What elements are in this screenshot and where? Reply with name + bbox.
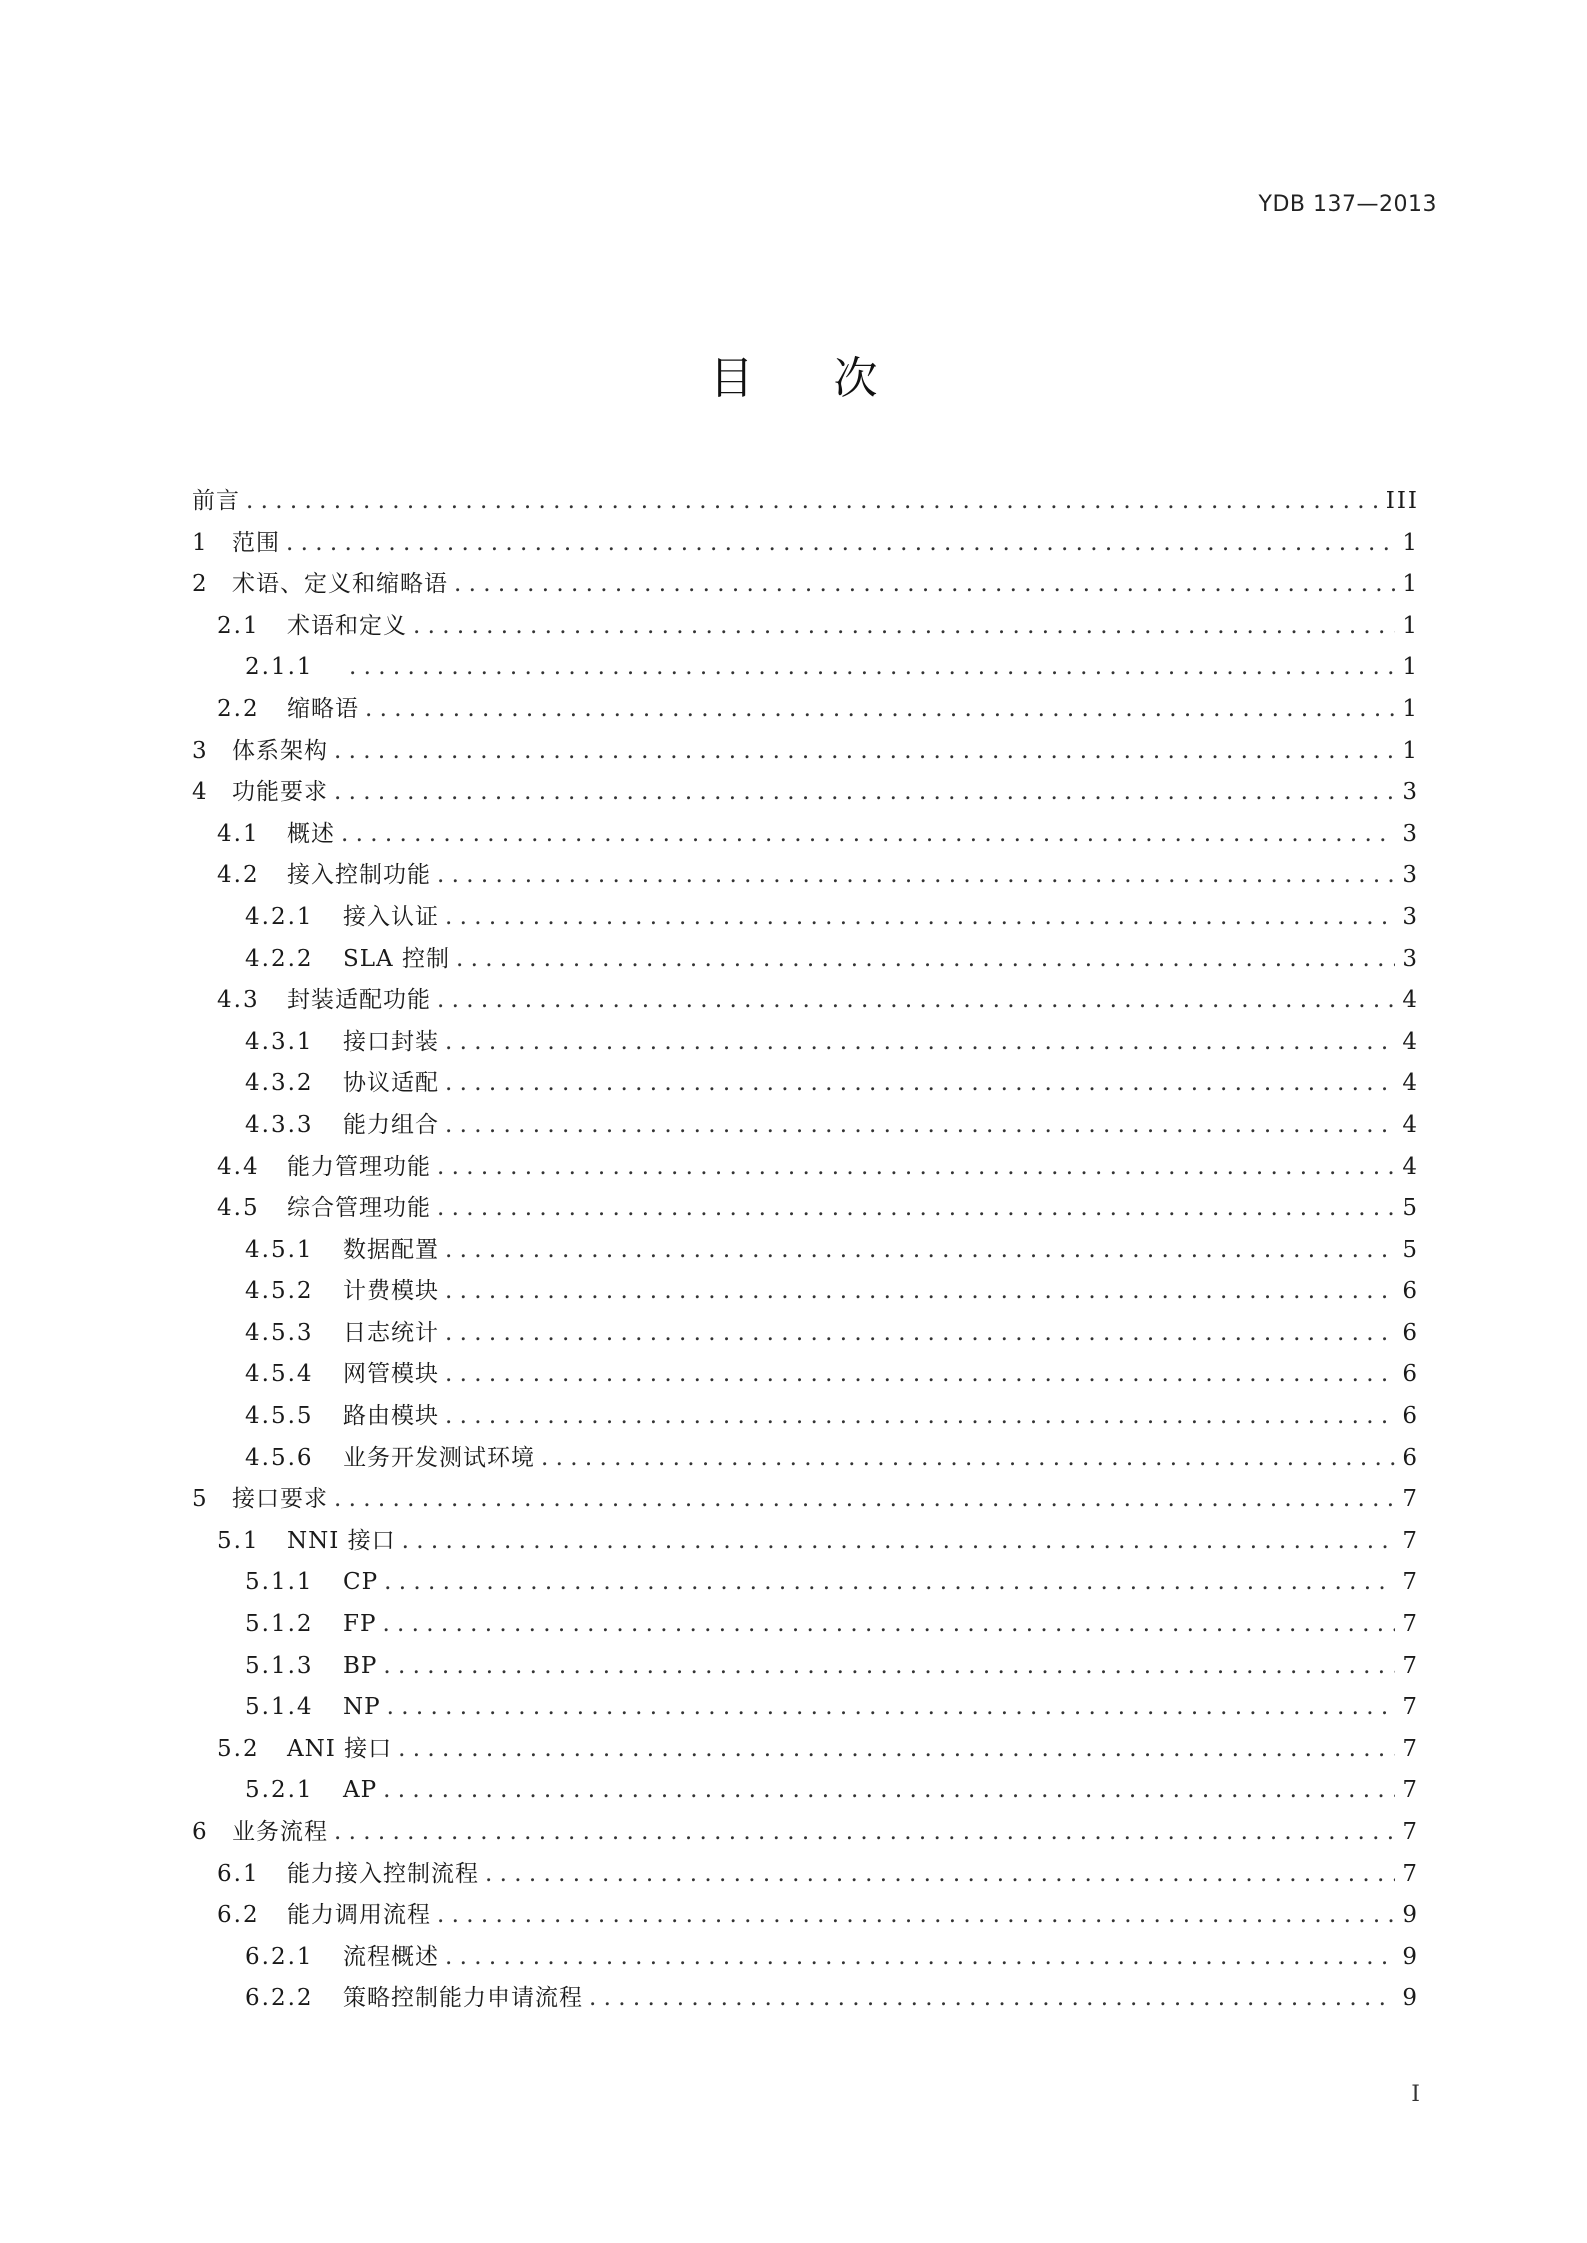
toc-entry-title: 接入认证 bbox=[343, 903, 439, 930]
toc-entry-page: 6 bbox=[1402, 1403, 1419, 1430]
toc-entry-page: 7 bbox=[1402, 1735, 1419, 1762]
toc-entry-number: 4.5.3 bbox=[245, 1319, 314, 1346]
toc-entry-number: 1 bbox=[192, 529, 209, 556]
toc-entry-title: 缩略语 bbox=[287, 695, 359, 722]
toc-entry-title: 范围 bbox=[232, 529, 280, 556]
toc-entry-number: 6.2.1 bbox=[245, 1943, 314, 1970]
toc-entry[interactable] bbox=[192, 1147, 1419, 1189]
toc-entry-page: 6 bbox=[1402, 1278, 1419, 1305]
toc-entry-title: 业务流程 bbox=[232, 1819, 328, 1845]
toc-entry[interactable] bbox=[192, 1604, 1419, 1646]
toc-entry-title: AP bbox=[343, 1777, 378, 1804]
toc-entry[interactable] bbox=[192, 980, 1419, 1022]
toc-entry-number: 4.5.6 bbox=[245, 1444, 314, 1471]
toc-dot-leader bbox=[437, 855, 1395, 897]
toc-entry[interactable] bbox=[192, 1978, 1419, 2020]
toc-entry-page: 6 bbox=[1402, 1361, 1419, 1388]
toc-entry-page: 1 bbox=[1402, 571, 1419, 598]
toc-entry-title: 能力组合 bbox=[343, 1111, 439, 1138]
toc-entry-page: 1 bbox=[1402, 612, 1419, 639]
toc-entry-number: 4.3 bbox=[217, 987, 260, 1014]
toc-entry-number: 6.2.2 bbox=[245, 1985, 314, 2012]
toc-dot-leader bbox=[334, 772, 1395, 814]
toc-entry-number: 2.2 bbox=[217, 695, 260, 722]
toc-entry-page: 7 bbox=[1402, 1694, 1419, 1721]
toc-dot-leader bbox=[437, 980, 1395, 1022]
toc-dot-leader bbox=[445, 1063, 1395, 1105]
toc-dot-leader bbox=[456, 939, 1395, 981]
toc-entry[interactable] bbox=[192, 772, 1419, 814]
toc-entry-title: SLA 控制 bbox=[343, 945, 450, 972]
toc-entry[interactable] bbox=[192, 855, 1419, 897]
toc-entry-number: 5.2.1 bbox=[245, 1777, 314, 1804]
toc-entry-title: 功能要求 bbox=[232, 779, 328, 806]
toc-dot-leader bbox=[334, 1812, 1395, 1854]
toc-entry-number: 4.5.5 bbox=[245, 1403, 314, 1430]
toc-dot-leader bbox=[286, 523, 1395, 565]
toc-entry[interactable] bbox=[192, 1562, 1419, 1604]
toc-entry-page: 4 bbox=[1402, 1070, 1419, 1097]
toc-entry-page: 6 bbox=[1402, 1319, 1419, 1346]
toc-entry-title: NNI 接口 bbox=[287, 1527, 396, 1554]
toc-entry-title: 数据配置 bbox=[343, 1236, 439, 1263]
toc-entry-title: 接入控制功能 bbox=[287, 862, 431, 889]
toc-entry[interactable] bbox=[192, 1022, 1419, 1064]
toc-dot-leader bbox=[445, 897, 1395, 939]
toc-dot-leader bbox=[437, 1188, 1395, 1230]
toc-entry[interactable] bbox=[192, 1396, 1419, 1438]
toc-entry-number: 4.2 bbox=[217, 862, 260, 889]
toc-entry-title: NP bbox=[343, 1694, 381, 1721]
toc-entry-number: 6.1 bbox=[217, 1860, 260, 1887]
toc-entry-number: 4.3.2 bbox=[245, 1070, 314, 1097]
toc-entry-page: 7 bbox=[1402, 1777, 1419, 1804]
toc-entry-number: 4.5.1 bbox=[245, 1236, 314, 1263]
toc-entry-page: 3 bbox=[1402, 820, 1419, 847]
toc-entry-page: 9 bbox=[1402, 1943, 1419, 1970]
toc-entry[interactable] bbox=[192, 1687, 1419, 1729]
toc-entry[interactable] bbox=[192, 1646, 1419, 1688]
toc-entry-title: 封装适配功能 bbox=[287, 987, 431, 1014]
toc-dot-leader bbox=[445, 1313, 1395, 1355]
toc-entry[interactable] bbox=[192, 481, 1419, 523]
toc-dot-leader bbox=[445, 1022, 1395, 1064]
toc-entry[interactable] bbox=[192, 897, 1419, 939]
toc-entry-number: 4.4 bbox=[217, 1153, 260, 1180]
toc-entry-number: 4.2.2 bbox=[245, 945, 314, 972]
toc-entry[interactable] bbox=[192, 1230, 1419, 1272]
toc-entry[interactable] bbox=[192, 1729, 1419, 1771]
toc-dot-leader bbox=[445, 1354, 1395, 1396]
table-of-contents bbox=[192, 481, 1419, 2020]
toc-entry-title: 接口要求 bbox=[232, 1486, 328, 1513]
toc-entry[interactable] bbox=[192, 1188, 1419, 1230]
toc-entry-title: 综合管理功能 bbox=[287, 1195, 431, 1222]
toc-dot-leader bbox=[485, 1854, 1395, 1896]
toc-entry[interactable] bbox=[192, 1063, 1419, 1105]
toc-entry-number: 5.1.2 bbox=[245, 1611, 314, 1638]
toc-entry-number: 5.2 bbox=[217, 1735, 260, 1762]
toc-dot-leader bbox=[334, 1479, 1395, 1521]
toc-entry-page: 4 bbox=[1402, 1153, 1419, 1180]
toc-entry-title: 能力管理功能 bbox=[287, 1153, 431, 1180]
toc-entry-page: 5 bbox=[1402, 1195, 1419, 1222]
toc-entry-page: 7 bbox=[1402, 1527, 1419, 1554]
toc-dot-leader bbox=[402, 1521, 1395, 1563]
toc-dot-leader bbox=[445, 1271, 1395, 1313]
toc-entry-number: 5.1 bbox=[217, 1527, 260, 1554]
toc-entry-page: 7 bbox=[1402, 1819, 1419, 1845]
toc-entry-page: 1 bbox=[1402, 654, 1419, 681]
page-number: I bbox=[1411, 2082, 1420, 2107]
toc-entry[interactable] bbox=[192, 1105, 1419, 1147]
toc-dot-leader bbox=[387, 1687, 1395, 1729]
toc-entry-number: 4.2.1 bbox=[245, 903, 314, 930]
toc-entry-title: BP bbox=[343, 1652, 378, 1679]
document-code: YDB 137—2013 bbox=[1258, 192, 1437, 217]
toc-entry-title: 业务开发测试环境 bbox=[343, 1444, 535, 1471]
toc-entry-page: 1 bbox=[1402, 695, 1419, 722]
toc-entry-page: 3 bbox=[1402, 779, 1419, 806]
toc-entry-page: 9 bbox=[1402, 1902, 1419, 1929]
toc-entry-number: 6 bbox=[192, 1819, 209, 1845]
toc-entry-title: 计费模块 bbox=[343, 1278, 439, 1305]
toc-entry-number: 4.3.3 bbox=[245, 1111, 314, 1138]
toc-entry-number: 2.1 bbox=[217, 612, 260, 639]
toc-entry[interactable] bbox=[192, 1313, 1419, 1355]
toc-entry-number: 5 bbox=[192, 1486, 209, 1513]
toc-entry-number: 4.5.4 bbox=[245, 1361, 314, 1388]
toc-entry[interactable] bbox=[192, 523, 1419, 565]
toc-entry-title: 能力接入控制流程 bbox=[287, 1860, 479, 1887]
toc-entry-number: 4.5 bbox=[217, 1195, 260, 1222]
toc-entry-title: 体系架构 bbox=[232, 737, 328, 764]
toc-entry-number: 5.1.3 bbox=[245, 1652, 314, 1679]
toc-entry[interactable] bbox=[192, 1895, 1419, 1937]
toc-entry-number: 5.1.1 bbox=[245, 1569, 314, 1596]
toc-entry-number: 2 bbox=[192, 571, 209, 598]
toc-dot-leader bbox=[382, 1604, 1395, 1646]
toc-entry-number: 5.1.4 bbox=[245, 1694, 314, 1721]
toc-dot-leader bbox=[437, 1147, 1395, 1189]
toc-entry-title: ANI 接口 bbox=[287, 1735, 393, 1762]
toc-entry-page: 7 bbox=[1402, 1569, 1419, 1596]
toc-entry-number: 2.1.1 bbox=[245, 654, 314, 681]
toc-entry-page: 3 bbox=[1402, 945, 1419, 972]
toc-entry-page: 1 bbox=[1402, 529, 1419, 556]
toc-entry-title: 协议适配 bbox=[343, 1070, 439, 1097]
toc-entry-number: 4.3.1 bbox=[245, 1028, 314, 1055]
toc-dot-leader bbox=[413, 606, 1395, 648]
toc-dot-leader bbox=[246, 481, 1380, 523]
toc-entry[interactable] bbox=[192, 1479, 1419, 1521]
toc-entry-title: 概述 bbox=[287, 820, 335, 847]
toc-entry-page: 7 bbox=[1402, 1611, 1419, 1638]
toc-entry-page: 4 bbox=[1402, 987, 1419, 1014]
toc-entry[interactable] bbox=[192, 606, 1419, 648]
toc-entry[interactable] bbox=[192, 1521, 1419, 1563]
toc-dot-leader bbox=[341, 814, 1395, 856]
toc-dot-leader bbox=[445, 1937, 1395, 1979]
toc-entry-title: 术语、定义和缩略语 bbox=[232, 571, 448, 598]
toc-dot-leader bbox=[437, 1895, 1395, 1937]
toc-entry-page: 7 bbox=[1402, 1860, 1419, 1887]
toc-dot-leader bbox=[365, 689, 1395, 731]
toc-entry[interactable] bbox=[192, 564, 1419, 606]
toc-entry-page: 6 bbox=[1402, 1444, 1419, 1471]
toc-dot-leader bbox=[445, 1105, 1395, 1147]
toc-dot-leader bbox=[454, 564, 1395, 606]
toc-entry-title: 网管模块 bbox=[343, 1361, 439, 1388]
toc-dot-leader bbox=[445, 1396, 1395, 1438]
toc-dot-leader bbox=[383, 1646, 1395, 1688]
toc-entry-title: 能力调用流程 bbox=[287, 1902, 431, 1929]
toc-entry-page: 3 bbox=[1402, 903, 1419, 930]
toc-entry-title: 术语和定义 bbox=[287, 612, 407, 639]
page-title: 目次 bbox=[709, 353, 958, 404]
toc-entry-page: 4 bbox=[1402, 1028, 1419, 1055]
toc-entry[interactable] bbox=[192, 814, 1419, 856]
toc-entry-page: 7 bbox=[1402, 1652, 1419, 1679]
toc-dot-leader bbox=[589, 1978, 1395, 2020]
toc-dot-leader bbox=[384, 1562, 1395, 1604]
toc-entry-page: 5 bbox=[1402, 1236, 1419, 1263]
toc-entry[interactable] bbox=[192, 1438, 1419, 1480]
toc-entry-page: 4 bbox=[1402, 1111, 1419, 1138]
toc-entry-page: 9 bbox=[1402, 1985, 1419, 2012]
toc-entry[interactable] bbox=[192, 1354, 1419, 1396]
toc-dot-leader bbox=[398, 1729, 1395, 1771]
toc-entry-number: 6.2 bbox=[217, 1902, 260, 1929]
toc-entry-page: 3 bbox=[1402, 862, 1419, 889]
toc-entry[interactable] bbox=[192, 1770, 1419, 1812]
toc-dot-leader bbox=[541, 1438, 1395, 1480]
toc-entry[interactable] bbox=[192, 1854, 1419, 1896]
toc-entry-page: III bbox=[1385, 488, 1419, 514]
toc-dot-leader bbox=[445, 1230, 1395, 1272]
toc-entry-title: 流程概述 bbox=[343, 1943, 439, 1970]
toc-entry-title: CP bbox=[343, 1569, 379, 1596]
toc-entry-number: 3 bbox=[192, 737, 209, 764]
toc-entry[interactable] bbox=[192, 689, 1419, 731]
toc-dot-leader bbox=[334, 731, 1395, 773]
toc-dot-leader bbox=[383, 1770, 1395, 1812]
toc-entry[interactable] bbox=[192, 1271, 1419, 1313]
toc-entry[interactable] bbox=[192, 939, 1419, 981]
toc-entry-title: 接口封装 bbox=[343, 1028, 439, 1055]
toc-dot-leader bbox=[349, 647, 1395, 689]
toc-entry-title: 日志统计 bbox=[343, 1319, 439, 1346]
toc-entry-number: 4 bbox=[192, 779, 209, 806]
toc-entry-number: 4.1 bbox=[217, 820, 260, 847]
toc-entry[interactable] bbox=[192, 731, 1419, 773]
toc-entry[interactable] bbox=[192, 1812, 1419, 1854]
toc-entry-number: 4.5.2 bbox=[245, 1278, 314, 1305]
toc-entry-title: FP bbox=[343, 1611, 377, 1638]
toc-entry[interactable] bbox=[192, 1937, 1419, 1979]
toc-entry-page: 7 bbox=[1402, 1486, 1419, 1513]
toc-entry-page: 1 bbox=[1402, 737, 1419, 764]
toc-entry-title: 路由模块 bbox=[343, 1403, 439, 1430]
toc-entry-title: 前言 bbox=[192, 488, 240, 514]
toc-entry[interactable] bbox=[192, 647, 1419, 689]
toc-entry-title: 策略控制能力申请流程 bbox=[343, 1985, 583, 2012]
